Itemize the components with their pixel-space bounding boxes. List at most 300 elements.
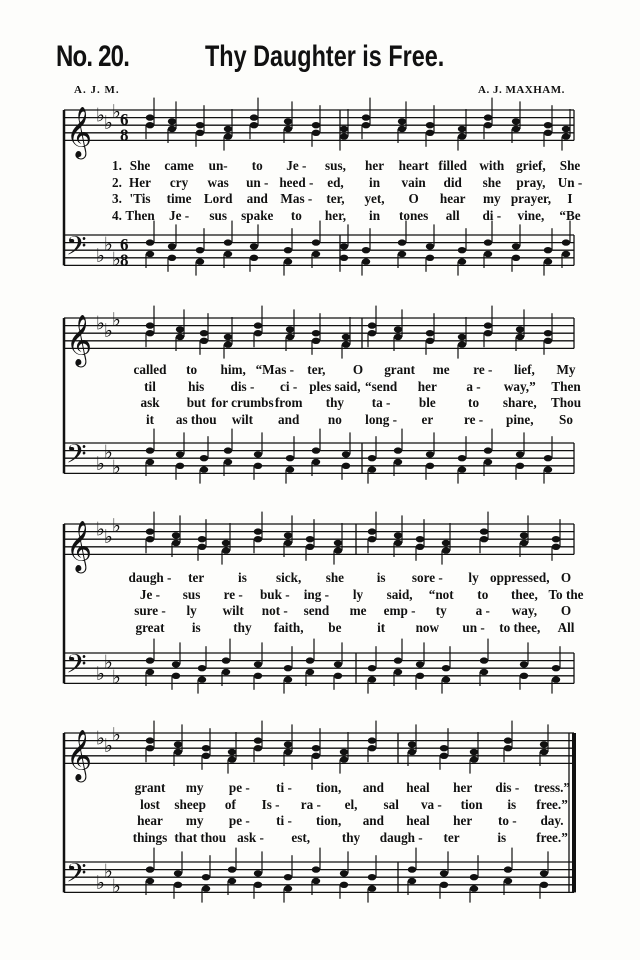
note-head (426, 122, 434, 128)
note-head (224, 334, 232, 340)
note-head (544, 338, 552, 344)
lyric-line (0, 412, 640, 428)
note-head (480, 669, 488, 675)
note-head (340, 133, 348, 139)
note-head (552, 665, 560, 671)
lyric-syllable: now (415, 619, 440, 635)
lyric-syllable: ci - (280, 378, 298, 394)
time-signature-bottom: 8 (120, 250, 129, 270)
lyric-syllable: my (483, 191, 501, 206)
flat-sign: ♭ (112, 308, 121, 331)
note-head (146, 114, 154, 120)
lyric-syllable: as thou (175, 411, 217, 427)
note-head (368, 676, 376, 682)
note-head (284, 247, 292, 253)
lyric-syllable: ble (418, 395, 436, 410)
flat-sign: ♭ (112, 723, 121, 746)
note-head (196, 247, 204, 253)
lyric-syllable: re - (463, 411, 484, 427)
lyric-syllable: dis - (495, 780, 520, 795)
lyric-syllable: So (559, 411, 573, 427)
treble-clef: 𝄞 (66, 520, 93, 572)
note-head (516, 463, 524, 469)
words-author: A. J. M. (74, 84, 120, 96)
note-head (408, 749, 416, 755)
note-head (426, 338, 434, 344)
note-head (334, 540, 342, 546)
lyric-syllable: me (349, 603, 367, 618)
note-head (172, 540, 180, 546)
note-head (222, 540, 230, 546)
lyric-syllable: tones (398, 207, 429, 223)
note-head (394, 459, 402, 465)
note-head (562, 133, 570, 139)
note-head (196, 258, 204, 264)
flat-sign: ♭ (112, 248, 121, 271)
note-head (398, 251, 406, 257)
lyric-syllable: ter, (326, 191, 345, 206)
lyric-syllable: and (278, 411, 300, 427)
lyric-syllable: 'Tis (129, 191, 151, 206)
note-head (368, 455, 376, 461)
lyric-syllable: heart (398, 158, 429, 173)
note-head (394, 657, 402, 663)
note-head (458, 341, 466, 347)
hymn-number: No. 20. (56, 40, 130, 73)
lyric-syllable: is (507, 796, 517, 812)
note-head (334, 661, 342, 667)
note-head (458, 334, 466, 340)
lyric-syllable: to (468, 395, 480, 410)
time-signature-top: 6 (120, 110, 129, 130)
lyric-syllable: sure - (134, 603, 166, 618)
flat-sign: ♭ (96, 452, 105, 475)
note-head (254, 463, 262, 469)
note-head (520, 661, 528, 667)
note-head (480, 657, 488, 663)
lyric-syllable: pe - (228, 780, 250, 795)
lyric-syllable: ples said, (309, 378, 361, 394)
lyric-syllable: with (479, 158, 505, 173)
lyric-syllable: pray, (516, 174, 546, 190)
note-head (284, 665, 292, 671)
flat-sign: ♭ (112, 666, 121, 689)
lyric-syllable: un - (246, 174, 269, 190)
note-head (416, 544, 424, 550)
lyric-syllable: her, (324, 207, 347, 223)
lyric-syllable: it (145, 411, 155, 427)
note-head (516, 451, 524, 457)
note-head (394, 669, 402, 675)
note-head (176, 326, 184, 332)
lyric-syllable: long - (365, 411, 398, 427)
note-head (426, 243, 434, 249)
note-head (552, 676, 560, 682)
note-head (504, 866, 512, 872)
flat-sign: ♭ (96, 518, 105, 541)
lyric-syllable: tion (460, 796, 483, 812)
note-head (484, 322, 492, 328)
note-head (284, 258, 292, 264)
lyric-syllable: heed - (279, 174, 314, 190)
note-head (202, 745, 210, 751)
note-head (176, 451, 184, 457)
lyric-syllable: un- (208, 158, 228, 173)
note-head (250, 122, 258, 128)
lyric-line (0, 570, 640, 586)
lyric-line (0, 603, 640, 619)
note-head (172, 661, 180, 667)
lyric-syllable: vine, (517, 207, 545, 223)
note-head (408, 866, 416, 872)
verse-number: 4. (112, 207, 122, 223)
bass-clef: 𝄢 (66, 438, 87, 477)
lyric-syllable: to (290, 207, 302, 223)
note-head (544, 247, 552, 253)
lyric-syllable: ti - (276, 813, 292, 828)
hymn-title: Thy Daughter is Free. (205, 40, 445, 73)
note-head (562, 239, 570, 245)
lyric-syllable: Then (125, 207, 155, 223)
note-head (368, 737, 376, 743)
lyric-syllable: She (129, 158, 151, 173)
lyric-syllable: me (432, 362, 450, 377)
treble-clef: 𝄞 (66, 106, 93, 158)
note-head (394, 326, 402, 332)
lyric-syllable: tion, (316, 780, 342, 795)
note-head (312, 866, 320, 872)
lyric-syllable: “send (364, 378, 398, 394)
note-head (200, 330, 208, 336)
note-head (544, 258, 552, 264)
lyric-syllable: ter (188, 570, 205, 585)
note-head (480, 528, 488, 534)
note-head (174, 882, 182, 888)
note-head (198, 665, 206, 671)
lyric-syllable: and (362, 780, 384, 795)
lyric-line (0, 379, 640, 395)
lyric-syllable: sick, (276, 570, 302, 585)
lyric-syllable: thy (325, 395, 345, 410)
note-head (440, 870, 448, 876)
lyric-syllable: her (453, 780, 473, 795)
note-head (442, 547, 450, 553)
note-head (312, 745, 320, 751)
flat-sign: ♭ (96, 727, 105, 750)
flat-sign: ♭ (112, 514, 121, 537)
lyric-syllable: hear (439, 191, 466, 206)
note-head (544, 455, 552, 461)
lyric-syllable: Je - (169, 207, 190, 223)
lyric-syllable: but (186, 395, 206, 410)
note-head (470, 874, 478, 880)
note-head (426, 255, 434, 261)
note-head (228, 749, 236, 755)
note-head (146, 737, 154, 743)
note-head (312, 447, 320, 453)
note-head (340, 126, 348, 132)
lyric-syllable: tress.” (533, 780, 571, 795)
note-head (362, 247, 370, 253)
lyric-syllable: to thee, (499, 619, 541, 635)
lyric-syllable: all (445, 207, 460, 223)
note-head (286, 466, 294, 472)
lyric-syllable: di - (482, 207, 502, 223)
lyric-syllable: wilt (222, 603, 244, 618)
note-head (146, 669, 154, 675)
note-head (426, 451, 434, 457)
lyric-syllable: that thou (174, 829, 227, 845)
note-head (306, 544, 314, 550)
note-head (196, 130, 204, 136)
note-head (284, 126, 292, 132)
note-head (202, 874, 210, 880)
lyric-syllable: faith, (273, 619, 304, 635)
lyric-syllable: for crumbs (211, 395, 274, 410)
lyric-syllable: wilt (231, 411, 254, 427)
note-head (228, 878, 236, 884)
lyric-syllable: vain (401, 174, 426, 190)
lyric-syllable: ly (186, 603, 197, 618)
lyric-syllable: free.” (536, 829, 568, 845)
lyric-syllable: re - (473, 362, 493, 377)
lyric-syllable: buk - (259, 586, 290, 602)
note-head (254, 528, 262, 534)
note-head (416, 536, 424, 542)
lyric-syllable: not - (261, 603, 288, 618)
note-head (470, 885, 478, 891)
note-head (368, 466, 376, 472)
note-head (250, 243, 258, 249)
lyric-syllable: ta - (371, 395, 391, 410)
note-head (146, 745, 154, 751)
note-head (458, 133, 466, 139)
lyric-syllable: thee, (511, 586, 538, 602)
note-head (250, 255, 258, 261)
lyric-syllable: re - (223, 586, 243, 602)
note-head (254, 882, 262, 888)
flat-sign: ♭ (112, 100, 121, 123)
lyric-syllable: way,” (503, 378, 536, 394)
lyric-syllable: she (482, 174, 501, 190)
lyric-syllable: to (186, 362, 198, 377)
lyric-syllable: him, (220, 362, 246, 377)
note-head (198, 676, 206, 682)
lyric-syllable: sus, (325, 158, 346, 173)
lyric-syllable: send (303, 603, 330, 618)
note-head (146, 239, 154, 245)
note-head (200, 338, 208, 344)
lyric-line (0, 175, 640, 191)
note-head (368, 536, 376, 542)
note-head (340, 870, 348, 876)
flat-sign: ♭ (112, 875, 121, 898)
note-head (284, 874, 292, 880)
note-head (458, 126, 466, 132)
note-head (512, 243, 520, 249)
note-head (284, 749, 292, 755)
note-head (306, 669, 314, 675)
note-head (312, 878, 320, 884)
note-head (284, 676, 292, 682)
note-head (408, 878, 416, 884)
lyric-syllable: ask (140, 395, 160, 410)
note-head (484, 122, 492, 128)
note-head (254, 451, 262, 457)
lyric-syllable: said, (386, 586, 413, 602)
note-head (284, 885, 292, 891)
lyric-syllable: his (188, 378, 205, 394)
lyric-syllable: day. (540, 813, 564, 828)
note-head (484, 114, 492, 120)
time-signature-bottom: 8 (120, 125, 129, 145)
note-head (544, 466, 552, 472)
note-head (284, 741, 292, 747)
lyric-syllable: share, (502, 395, 537, 410)
lyric-syllable: yet, (364, 191, 385, 206)
lyric-syllable: ter, (307, 362, 326, 377)
note-head (312, 239, 320, 245)
lyric-syllable: “Mas - (255, 362, 295, 377)
lyric-syllable: va - (420, 796, 442, 812)
lyric-line (0, 797, 640, 813)
note-head (146, 251, 154, 257)
lyric-syllable: lost (140, 796, 160, 812)
note-head (504, 878, 512, 884)
note-head (480, 536, 488, 542)
note-head (484, 459, 492, 465)
note-head (394, 447, 402, 453)
note-head (368, 885, 376, 891)
lyric-syllable: ti - (276, 780, 292, 795)
lyric-syllable: grant (134, 780, 166, 795)
lyric-syllable: a - (466, 378, 481, 394)
note-head (198, 536, 206, 542)
lyric-syllable: her (417, 378, 437, 394)
bass-clef: 𝄢 (66, 230, 87, 269)
note-head (426, 330, 434, 336)
flat-sign: ♭ (104, 441, 113, 464)
note-head (254, 536, 262, 542)
lyric-syllable: pe - (228, 813, 250, 828)
flat-sign: ♭ (96, 871, 105, 894)
lyric-syllable: Je - (286, 158, 307, 173)
note-head (254, 330, 262, 336)
lyric-syllable: ask - (237, 829, 264, 845)
note-head (440, 882, 448, 888)
flat-sign: ♭ (96, 662, 105, 685)
lyric-syllable: did (443, 174, 462, 190)
note-head (146, 447, 154, 453)
lyric-syllable: I (567, 191, 573, 206)
note-head (484, 239, 492, 245)
lyric-line (0, 395, 640, 411)
lyric-syllable: to (477, 586, 489, 602)
note-head (484, 447, 492, 453)
note-head (168, 243, 176, 249)
note-head (544, 130, 552, 136)
note-head (228, 866, 236, 872)
flat-sign: ♭ (104, 233, 113, 256)
note-head (286, 326, 294, 332)
lyric-syllable: sheep (174, 796, 206, 812)
flat-sign: ♭ (96, 244, 105, 267)
note-head (224, 133, 232, 139)
lyric-syllable: ra - (300, 796, 321, 812)
note-head (254, 870, 262, 876)
lyric-syllable: tion, (316, 813, 342, 828)
note-head (200, 466, 208, 472)
note-head (174, 870, 182, 876)
note-head (146, 657, 154, 663)
verse-number: 3. (112, 191, 122, 206)
bass-clef: 𝄢 (66, 648, 87, 687)
note-head (398, 118, 406, 124)
lyric-syllable: cry (169, 174, 189, 190)
lyric-syllable: oppressed, (490, 570, 550, 585)
note-head (552, 536, 560, 542)
note-head (440, 753, 448, 759)
lyric-syllable: lief, (513, 362, 535, 377)
lyric-line (0, 780, 640, 796)
lyric-line (0, 830, 640, 846)
lyric-syllable: til (144, 378, 156, 394)
lyric-syllable: filled (438, 158, 468, 173)
note-head (416, 661, 424, 667)
note-head (470, 756, 478, 762)
lyric-syllable: ly (468, 570, 479, 585)
lyric-line (0, 158, 640, 174)
lyric-syllable: ter (443, 829, 460, 845)
lyric-syllable: a - (475, 603, 490, 618)
note-head (168, 255, 176, 261)
music-composer: A. J. MAXHAM. (478, 84, 565, 96)
note-head (312, 251, 320, 257)
note-head (224, 239, 232, 245)
note-head (202, 753, 210, 759)
lyric-syllable: daugh - (379, 829, 423, 845)
lyric-syllable: O (560, 570, 572, 585)
note-head (362, 122, 370, 128)
note-head (340, 756, 348, 762)
note-head (340, 882, 348, 888)
note-head (146, 459, 154, 465)
note-head (284, 118, 292, 124)
note-head (306, 657, 314, 663)
lyric-syllable: My (556, 362, 576, 377)
note-head (174, 741, 182, 747)
note-head (342, 334, 350, 340)
note-head (312, 753, 320, 759)
lyric-syllable: be (328, 619, 342, 635)
lyric-line (0, 191, 640, 207)
lyric-syllable: is (376, 570, 386, 585)
note-head (342, 341, 350, 347)
note-head (286, 334, 294, 340)
lyric-syllable: thy (233, 619, 252, 635)
note-head (224, 251, 232, 257)
lyric-syllable: Then (551, 378, 581, 394)
note-head (312, 459, 320, 465)
note-head (168, 126, 176, 132)
note-head (334, 547, 342, 553)
note-head (168, 118, 176, 124)
note-head (540, 749, 548, 755)
note-head (284, 532, 292, 538)
lyric-syllable: All (557, 619, 575, 635)
note-head (458, 466, 466, 472)
note-head (368, 745, 376, 751)
